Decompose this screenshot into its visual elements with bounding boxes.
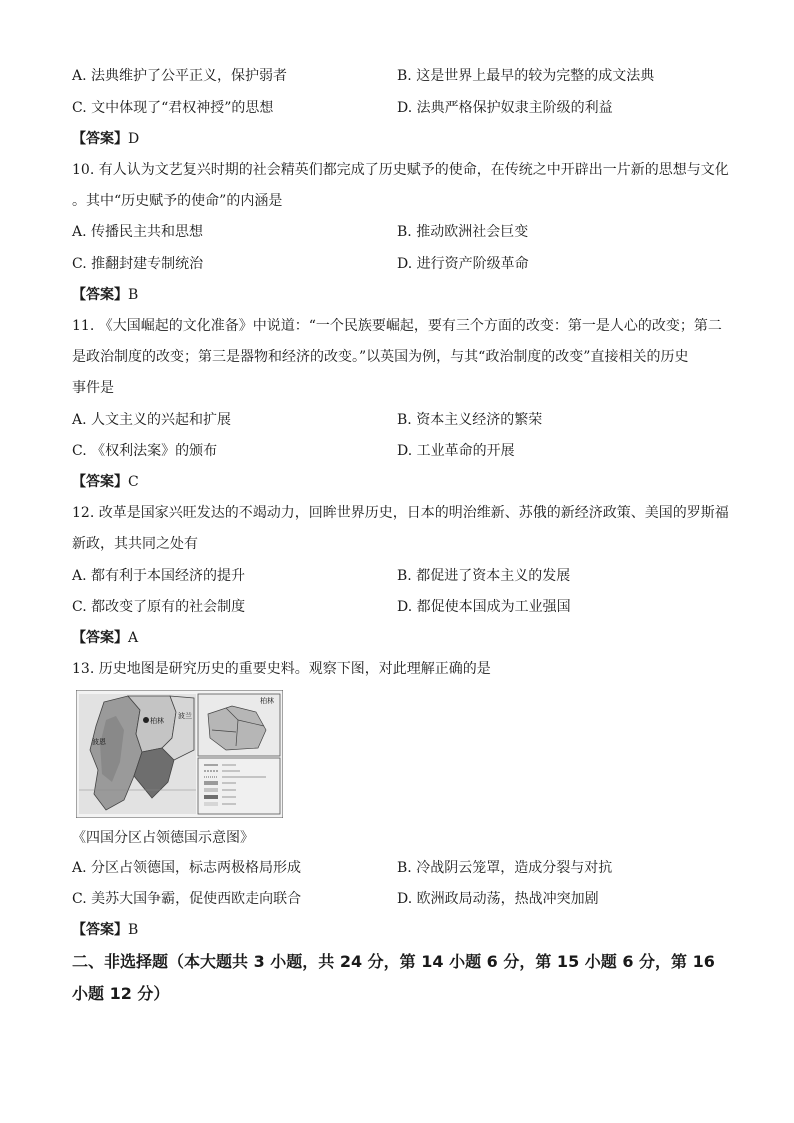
answer-value: A: [128, 630, 139, 646]
map-caption: 《四国分区占领德国示意图》: [72, 830, 254, 846]
q10-option-d[interactable]: D. 进行资产阶级革命: [397, 256, 529, 272]
answer-tag: 【答案】: [72, 474, 128, 490]
q13-option-a[interactable]: A. 分区占领德国，标志两极格局形成: [72, 860, 302, 876]
answer-value: B: [128, 287, 139, 303]
occupation-map-figure: [76, 690, 283, 818]
map-label-berlin: 柏林: [150, 717, 164, 725]
q9-option-a[interactable]: A. 法典维护了公平正义，保护弱者: [72, 68, 288, 84]
q13-option-b[interactable]: B. 冷战阴云笼罩，造成分裂与对抗: [397, 860, 613, 876]
q10-option-b[interactable]: B. 推动欧洲社会巨变: [397, 224, 529, 240]
q12-stem-line-2: 新政，其共同之处有: [72, 536, 198, 552]
berlin-marker: [143, 717, 149, 723]
q11-stem-line-3: 事件是: [72, 380, 114, 396]
q10-answer: [72, 285, 138, 305]
q11-stem-line-2: 是政治制度的改变；第三是器物和经济的改变。”以英国为例，与其“政治制度的改变”直接相关的历史: [72, 349, 689, 365]
q9-answer: [72, 129, 139, 149]
q11-option-b[interactable]: B. 资本主义经济的繁荣: [397, 412, 543, 428]
q12-option-d[interactable]: D. 都促使本国成为工业强国: [397, 599, 571, 615]
answer-tag: 【答案】: [72, 922, 128, 938]
q13-answer: [72, 920, 138, 940]
inset-label-berlin: 柏林: [260, 697, 274, 705]
answer-tag: 【答案】: [72, 287, 128, 303]
q13-stem-line-1: 13. 历史地图是研究历史的重要史料。观察下图，对此理解正确的是: [72, 661, 491, 677]
q11-option-d[interactable]: D. 工业革命的开展: [397, 443, 515, 459]
q9-option-d[interactable]: D. 法典严格保护奴隶主阶级的利益: [397, 100, 613, 116]
map-label-poland: 波兰: [178, 712, 192, 720]
map-legend: [198, 758, 280, 814]
q12-stem-line-1: 12. 改革是国家兴旺发达的不竭动力，回眸世界历史，日本的明治维新、苏俄的新经济政策、美国的罗斯福: [72, 505, 729, 521]
q11-stem-line-1: 11. 《大国崛起的文化准备》中说道：“一个民族要崛起，要有三个方面的改变：第一是人心的改变；第二: [72, 318, 722, 334]
q10-option-a[interactable]: A. 传播民主共和思想: [72, 224, 204, 240]
q9-option-c[interactable]: C. 文中体现了“君权神授”的思想: [72, 100, 274, 116]
answer-tag: 【答案】: [72, 131, 128, 147]
answer-tag: 【答案】: [72, 630, 128, 646]
q10-option-c[interactable]: C. 推翻封建专制统治: [72, 256, 204, 272]
section-2-heading: 二、非选择题（本大题共 3 小题，共 24 分，第 14 小题 6 分，第 15 小题 6 分，第 16 小题 12 分）: [72, 952, 715, 1003]
answer-value: D: [128, 131, 140, 147]
berlin-inset-map: [198, 694, 280, 756]
q12-option-b[interactable]: B. 都促进了资本主义的发展: [397, 568, 571, 584]
q10-stem-line-2: 。其中“历史赋予的使命”的内涵是: [72, 193, 283, 209]
q13-option-d[interactable]: D. 欧洲政局动荡，热战冲突加剧: [397, 891, 599, 907]
q12-answer: [72, 628, 138, 648]
q12-option-a[interactable]: A. 都有利于本国经济的提升: [72, 568, 246, 584]
q10-stem-line-1: 10. 有人认为文艺复兴时期的社会精英们都完成了历史赋予的使命，在传统之中开辟出一片新的思想与文化: [72, 162, 729, 178]
q11-answer: [72, 472, 139, 492]
q12-option-c[interactable]: C. 都改变了原有的社会制度: [72, 599, 246, 615]
q11-option-a[interactable]: A. 人文主义的兴起和扩展: [72, 412, 232, 428]
answer-value: C: [128, 474, 139, 490]
q11-option-c[interactable]: C. 《权利法案》的颁布: [72, 443, 218, 459]
germany-zones-map: [79, 694, 196, 814]
q13-option-c[interactable]: C. 美苏大国争霸，促使西欧走向联合: [72, 891, 302, 907]
q9-option-b[interactable]: B. 这是世界上最早的较为完整的成文法典: [397, 68, 655, 84]
map-label-bonn: 波恩: [92, 738, 106, 746]
answer-value: B: [128, 922, 139, 938]
